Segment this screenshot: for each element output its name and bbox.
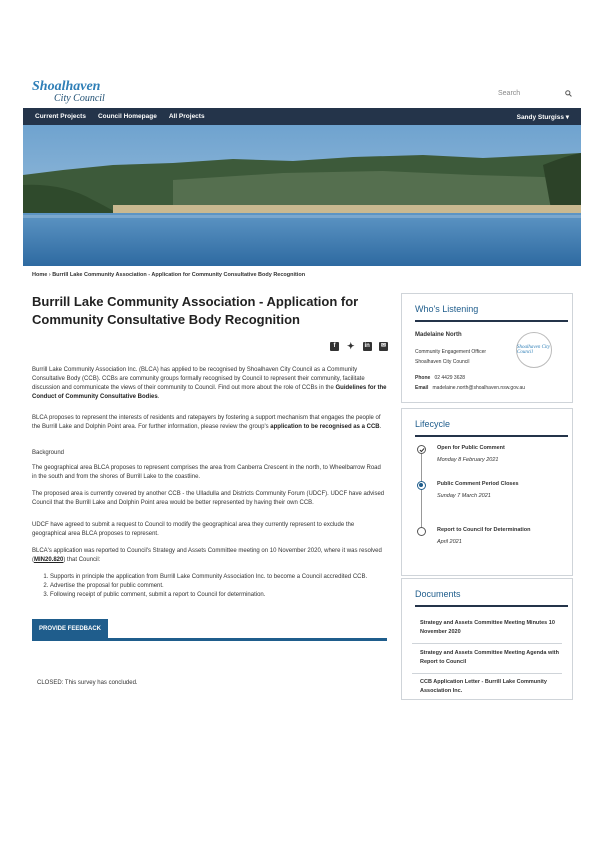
background-heading: Background	[32, 450, 65, 456]
hero-image	[23, 125, 581, 266]
search-input[interactable]	[498, 86, 572, 100]
email-icon[interactable]: ✉	[380, 343, 386, 349]
lifecycle-stage-date: April 2021	[437, 539, 462, 545]
stage-current-icon	[417, 481, 426, 490]
proposal-text: BLCA proposes to represent the interests of residents and ratepayers by fostering a support mechanism that engages the people of the Burrill Lake and Dolphin Point area. For further information, please review the group's	[32, 415, 381, 430]
card-rule	[415, 605, 568, 607]
area-paragraph: The geographical area BLCA proposes to represent comprises the area from Canberra Crescent in the north, to Wheelbarrow Road in the south and from the shores of Burrill Lake to the coastline.	[32, 465, 381, 480]
avatar: Shoalhaven City Council	[516, 332, 552, 368]
guidelines-link[interactable]: Guidelines for the Conduct of Community Consultative Bodies	[32, 385, 387, 400]
lifecycle-stage-label: Open for Public Comment	[437, 445, 505, 451]
resolution-list	[40, 573, 395, 600]
contact-phone-row	[415, 375, 465, 381]
whos-listening-title: Who's Listening	[415, 304, 479, 314]
breadcrumb-separator: ›	[48, 272, 51, 278]
document-divider	[412, 643, 562, 644]
resolution-item: 1. Supports in principle the application from Burrill Lake Community Association Inc. to become a Council accredited CCB.	[50, 573, 395, 582]
resolution-item: 3. Following receipt of public comment, submit a report to Council for determination.	[50, 591, 395, 600]
lifecycle-stage-label: Report to Council for Determination	[437, 527, 531, 533]
lifecycle-stage-date: Monday 8 February 2021	[437, 457, 499, 463]
search-icon[interactable]	[565, 90, 572, 97]
breadcrumb	[32, 272, 305, 278]
nav-all-projects[interactable]: All Projects	[168, 113, 205, 120]
whos-listening-card	[401, 293, 573, 403]
twitter-icon[interactable]: ✦	[347, 341, 355, 351]
logo-main-text: Shoalhaven	[32, 79, 101, 94]
search-placeholder: Search	[498, 89, 521, 97]
nav-council-homepage[interactable]: Council Homepage	[97, 113, 157, 120]
document-link[interactable]: Strategy and Assets Committee Meeting Agenda with Report to Council	[420, 650, 559, 665]
page-title: Burrill Lake Community Association - Application for Community Consultative Body Recognition	[32, 294, 359, 327]
lifecycle-stage-label: Public Comment Period Closes	[437, 481, 519, 487]
document-divider	[412, 673, 562, 674]
intro-text: Burrill Lake Community Association Inc. (BLCA) has applied to be recognised by Shoalhaven City Council as a Community Consultative Body (CCB). CCBs are community groups formally recognised by Council to represent their community, facilitate discussion and communicate the views of their community to Council. Find out more about the role of CCBs in the	[32, 367, 365, 391]
contact-phone[interactable]: 02 4429 3628	[434, 375, 466, 381]
document-link[interactable]: CCB Application Letter - Burrill Lake Community Association Inc.	[420, 679, 547, 694]
stage-upcoming-icon	[417, 527, 426, 536]
min-link[interactable]: MIN20.820	[34, 557, 64, 563]
udcf-agreed-paragraph: UDCF have agreed to submit a request to Council to modify the geographical area they currently represent to exclude the geographical area BLCA proposes to represent.	[32, 522, 355, 537]
udcf-paragraph: The proposed area is currently covered by another CCB - the Ulladulla and Districts Community Forum (UDCF). UDCF have advised Council that the Burrill Lake and Dolphin Point area would be better represented by having their own CCB.	[32, 491, 385, 506]
proposal-end: .	[379, 424, 382, 430]
contact-org: Shoalhaven City Council	[415, 359, 470, 365]
documents-title: Documents	[415, 589, 461, 599]
resolution-end: ) that Council:	[63, 557, 101, 563]
lifecycle-card	[401, 408, 573, 576]
proposal-paragraph	[32, 414, 387, 432]
contact-name: Madelaine North	[415, 332, 462, 338]
council-logo[interactable]	[32, 80, 122, 104]
card-rule	[415, 435, 568, 437]
breadcrumb-home[interactable]: Home	[32, 272, 48, 278]
facebook-icon[interactable]: f	[330, 342, 339, 351]
intro-end: .	[157, 394, 160, 400]
lifecycle-title: Lifecycle	[415, 419, 451, 429]
feedback-divider	[32, 638, 387, 641]
intro-paragraph	[32, 366, 387, 402]
application-link[interactable]: application to be recognised as a CCB	[270, 424, 380, 430]
top-nav-bar	[23, 108, 581, 125]
breadcrumb-current: Burrill Lake Community Association - Application for Community Consultative Body Recognition	[52, 272, 306, 278]
logo-sub-text: City Council	[54, 93, 105, 104]
user-menu[interactable]: Sandy Sturgiss ▾	[516, 113, 569, 121]
resolution-paragraph	[32, 547, 387, 565]
documents-card	[401, 578, 573, 700]
resolution-item: 2. Advertise the proposal for public comment.	[50, 582, 395, 591]
resolution-text: BLCA's application was reported to Council's Strategy and Assets Committee meeting on 10 November 2020, where it was resolved (	[32, 548, 382, 563]
nav-current-projects[interactable]: Current Projects	[35, 113, 86, 120]
contact-email[interactable]: madelaine.north@shoalhaven.nsw.gov.au	[432, 385, 526, 391]
linkedin-icon[interactable]: in	[364, 343, 370, 349]
provide-feedback-button[interactable]: PROVIDE FEEDBACK	[32, 619, 108, 639]
timeline-line	[421, 449, 422, 535]
email-label: Email	[415, 385, 429, 391]
card-rule	[415, 320, 568, 322]
document-link[interactable]: Strategy and Assets Committee Meeting Minutes 10 November 2020	[420, 620, 555, 635]
phone-label: Phone	[415, 375, 431, 381]
lifecycle-stage-date: Sunday 7 March 2021	[437, 493, 491, 499]
contact-email-row	[415, 385, 525, 391]
share-icons	[330, 342, 388, 352]
stage-complete-icon	[417, 445, 426, 454]
contact-role: Community Engagement Officer	[415, 349, 487, 355]
survey-status: CLOSED: This survey has concluded.	[37, 680, 138, 686]
